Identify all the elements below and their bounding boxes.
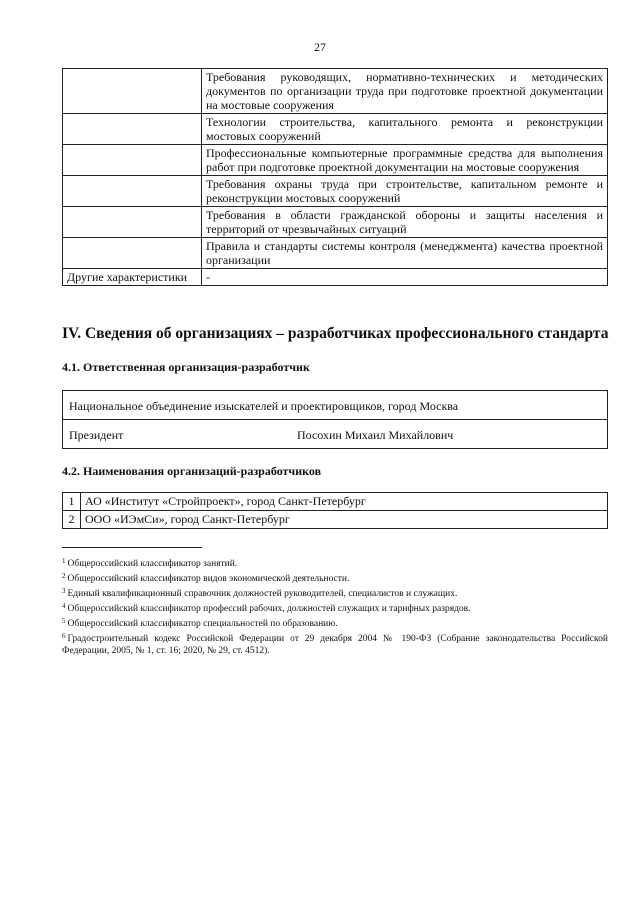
requirements-table [62,68,608,286]
table-row [63,114,608,145]
table-cell-right: - [202,269,608,286]
footnote-number: 6 [62,632,66,640]
footnote [62,615,608,630]
footnote-text: Общероссийский классификатор профессий рабочих, должностей служащих и тарифных разрядов. [67,604,471,614]
table-row [63,69,608,114]
table-cell-left [63,238,202,269]
footnote-number: 1 [62,557,66,565]
table-cell-right: Правила и стандарты системы контроля (менеджмента) качества проектной организации [202,238,608,269]
footnote-text: Общероссийский классификатор специальностей по образованию. [67,619,338,629]
developer-name: АО «Институт «Стройпроект», город Санкт-Петербург [81,493,608,511]
table-row [63,493,608,511]
table-cell-left [63,69,202,114]
table-cell-left [63,114,202,145]
footnote-number: 5 [62,617,66,625]
responsible-person-name: Посохин Михаил Михайлович [297,428,454,442]
responsible-org-heading: 4.1. Ответственная организация-разработчик [62,360,310,374]
table-row [63,207,608,238]
table-row [63,511,608,529]
table-cell-right: Требования руководящих, нормативно-технических и методических документов по организации труда при подготовке проектной документации на мостовые сооружения [202,69,608,114]
table-row [63,269,608,286]
table-row [63,145,608,176]
footnote-number: 4 [62,602,66,610]
footnote [62,570,608,585]
footnote-text: Градостроительный кодекс Российской Федерации от 29 декабря 2004 № 190-ФЗ (Собрание законодательства Российской Федерации, 2005, № 1, ст. 16; 2020, № 29, ст. 4512). [62,634,608,656]
table-cell-left [63,145,202,176]
developers-table [62,492,608,529]
table-cell-left [63,176,202,207]
footnote-number: 2 [62,572,66,580]
responsible-org-box [62,390,608,449]
table-row [63,176,608,207]
table-cell-right: Технологии строительства, капитального ремонта и реконструкции мостовых сооружений [202,114,608,145]
responsible-org-row [62,390,608,420]
footnote-divider [62,547,202,548]
table-row [63,238,608,269]
footnotes [62,555,608,657]
table-cell-left: Другие характеристики [63,269,202,286]
footnote-number: 3 [62,587,66,595]
footnote [62,630,608,657]
table-cell-right: Требования в области гражданской обороны и защиты населения и территорий от чрезвычайных ситуаций [202,207,608,238]
table-cell-right: Профессиональные компьютерные программные средства для выполнения работ при подготовке проектной документации на мостовые сооружения [202,145,608,176]
footnote-text: Общероссийский классификатор видов экономической деятельности. [67,574,350,584]
footnote-text: Общероссийский классификатор занятий. [67,559,238,569]
footnote [62,600,608,615]
table-cell-left [63,207,202,238]
developer-name: ООО «ИЭмСи», город Санкт-Петербург [81,511,608,529]
footnote [62,585,608,600]
responsible-position: Президент [69,428,124,442]
developers-heading: 4.2. Наименования организаций-разработчиков [62,464,322,478]
developer-number: 1 [63,493,81,511]
responsible-org-name: Национальное объединение изыскателей и проектировщиков, город Москва [69,399,459,413]
section-title: IV. Сведения об организациях – разработчиках профессионального стандарта [62,325,609,342]
footnote [62,555,608,570]
table-cell-right: Требования охраны труда при строительстве, капитальном ремонте и реконструкции мостовых сооружений [202,176,608,207]
developer-number: 2 [63,511,81,529]
footnote-text: Единый квалификационный справочник должностей руководителей, специалистов и служащих. [67,589,458,599]
page-number: 27 [314,40,326,54]
responsible-person-row [62,420,608,449]
